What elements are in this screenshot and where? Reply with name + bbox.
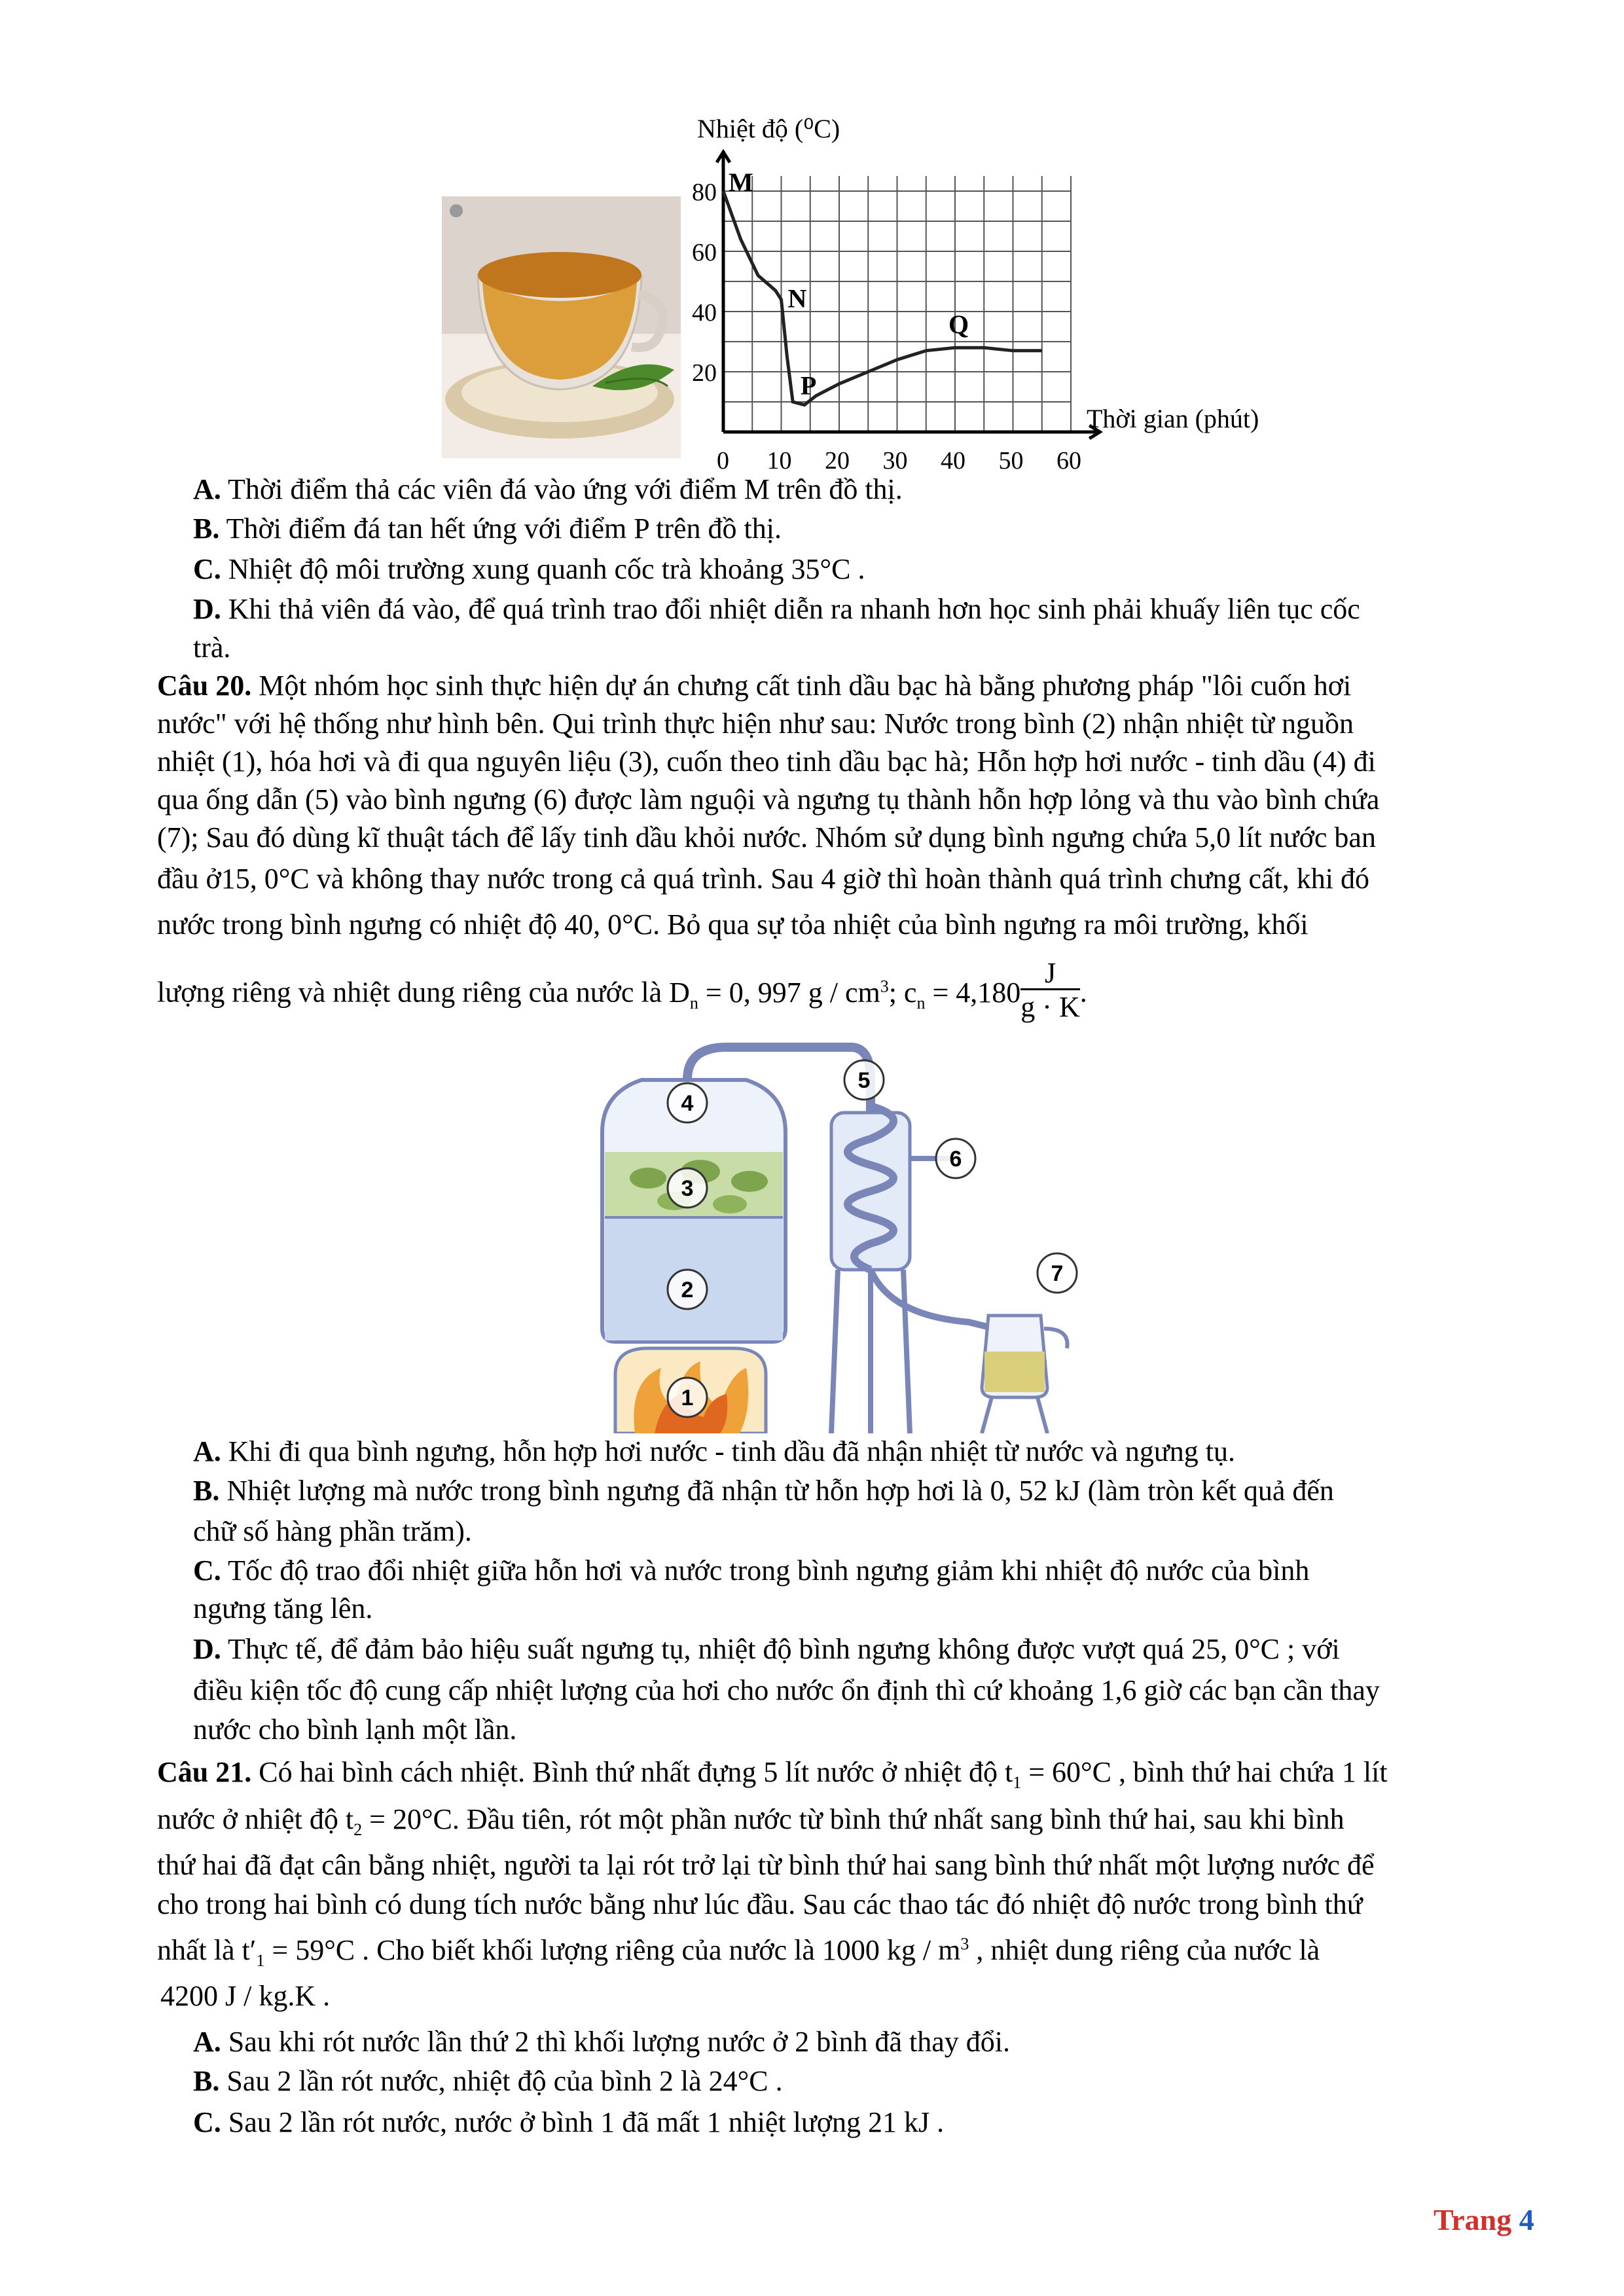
unit-fraction: $\frac{J}{g \cdot K}$ [1020, 957, 1080, 1023]
graph-y-axis-label: Nhiệt độ (⁰C) [697, 114, 840, 143]
point-label-N: N [787, 283, 807, 314]
q21-line-2: nước ở nhiệt độ $t_2 = 20^\circ C$. Đầu tiên, rót một phần nước từ bình thứ nhất sang bình thứ hai, sau khi bình [157, 1803, 1344, 1839]
point-label-M: M [729, 168, 753, 197]
x-tick-label: 60 [1056, 447, 1081, 475]
diagram-label-2: 2 [681, 1278, 694, 1302]
temperature-curve [723, 191, 1042, 405]
q21-option-c: C. Sau 2 lần rót nước, nước ở bình 1 đã mất 1 nhiệt lượng 21 kJ . [193, 2106, 945, 2138]
q20-line-6: đầu ở15, 0°C và không thay nước trong cả quá trình. Sau 4 giờ thì hoàn thành quá trình chưng cất, khi đó [157, 863, 1369, 895]
y-tick-label: 40 [692, 299, 717, 327]
graph-ticks [692, 179, 1081, 475]
q20-line-3: nhiệt (1), hóa hơi và đi qua nguyên liệu (3), cuốn theo tinh dầu bạc hà; Hỗn hợp hơi nước - tinh dầu (4) đi [157, 745, 1376, 778]
photo-close-icon [450, 204, 463, 217]
q19-option-d: D. Khi thả viên đá vào, để quá trình trao đổi nhiệt diễn ra nhanh hơn học sinh phải khuấy liên tục cốc [193, 593, 1360, 625]
temperature-time-graph [692, 114, 1259, 475]
q20-line-4: qua ống dẫn (5) vào bình ngưng (6) được làm nguội và ngưng tụ thành hỗn hợp lỏng và thu vào bình chứa [157, 783, 1380, 816]
graph-grid [723, 176, 1071, 432]
q20-option-b-cont: chữ số hàng phần trăm). [193, 1515, 472, 1547]
x-tick-label: 30 [882, 447, 908, 475]
page-number: Trang 4 [1434, 2203, 1534, 2236]
q21-line-5: nhất là $t'_1 = 59^\circ C$ . Cho biết khối lượng riêng của nước là 1000 kg / $m^3$ , nhiệt dung riêng của nước là [157, 1934, 1320, 1970]
q20-option-d-cont-1: điều kiện tốc độ cung cấp nhiệt lượng của hơi cho nước ổn định thì cứ khoảng 1,6 giờ các bạn cần thay [193, 1674, 1380, 1706]
q20-option-d-cont-2: nước cho bình lạnh một lần. [193, 1713, 517, 1746]
y-tick-label: 60 [692, 239, 717, 266]
q21-line-6: 4200 J / kg.K . [160, 1980, 331, 2012]
diagram-label-3: 3 [681, 1176, 694, 1201]
q19-option-c: C. Nhiệt độ môi trường xung quanh cốc trà khoảng 35°C . [193, 553, 865, 585]
q20-option-d: D. Thực tế, để đảm bảo hiệu suất ngưng tụ, nhiệt độ bình ngưng không được vượt quá 25, 0°C ; với [193, 1633, 1340, 1665]
diagram-label-7: 7 [1051, 1261, 1064, 1286]
q21-line-1: Câu 21. Có hai bình cách nhiệt. Bình thứ nhất đựng 5 lít nước ở nhiệt độ $t_1 = 60^\circ C$ , bình thứ hai chứa 1 lít [157, 1756, 1388, 1792]
tea-cup-photo [442, 196, 681, 458]
x-tick-label: 40 [941, 447, 965, 475]
point-label-P: P [800, 370, 817, 401]
diagram-label-1: 1 [681, 1386, 694, 1410]
q20-option-a: A. Khi đi qua bình ngưng, hỗn hợp hơi nước - tinh dầu đã nhận nhiệt từ nước và ngưng tụ. [193, 1435, 1235, 1467]
x-tick-label: 50 [998, 447, 1024, 475]
x-tick-label: 10 [767, 447, 792, 475]
q20-line-8: lượng riêng và nhiệt dung riêng của nước là $D_n = 0$, 997 g / $cm^3$; $c_n = 4,180$ $\frac{J}{g \cdot K}$ . [157, 957, 1087, 1023]
q21-line-4: cho trong hai bình có dung tích nước bằng như lúc đầu. Sau các thao tác đó nhiệt độ nước trong bình thứ [157, 1888, 1363, 1920]
diagram-label-5: 5 [857, 1068, 871, 1093]
graph-x-axis-label: Thời gian (phút) [1087, 404, 1259, 433]
q20-line-1: Câu 20. Một nhóm học sinh thực hiện dự án chưng cất tinh dầu bạc hà bằng phương pháp "lôi cuốn hơi [157, 670, 1352, 702]
q19-option-a: A. Thời điểm thả các viên đá vào ứng với điểm M trên đồ thị. [193, 473, 903, 505]
q19-option-b: B. Thời điểm đá tan hết ứng với điểm P trên đồ thị. [193, 512, 782, 545]
q20-option-b: B. Nhiệt lượng mà nước trong bình ngưng đã nhận từ hỗn hợp hơi là 0, 52 kJ (làm tròn kết quả đến [193, 1475, 1334, 1507]
point-label-Q: Q [948, 310, 969, 340]
y-tick-label: 80 [692, 179, 717, 206]
y-tick-label: 20 [692, 359, 717, 387]
tea-and-temperature-figure [442, 111, 1286, 478]
diagram-label-4: 4 [681, 1091, 694, 1116]
q21-option-b: B. Sau 2 lần rót nước, nhiệt độ của bình 2 là 24°C . [193, 2065, 783, 2097]
q19-option-d-cont: trà. [193, 632, 231, 664]
q20-option-c: C. Tốc độ trao đổi nhiệt giữa hỗn hơi và nước trong bình ngưng giảm khi nhiệt độ nước của bình [193, 1554, 1310, 1587]
x-tick-label: 20 [825, 447, 850, 475]
x-tick-label: 0 [717, 447, 729, 475]
graph-point-labels [729, 168, 969, 401]
q20-line-5: (7); Sau đó dùng kĩ thuật tách để lấy tinh dầu khỏi nước. Nhóm sử dụng bình ngưng chứa 5,0 lít nước ban [157, 821, 1376, 853]
q20-line-7: nước trong bình ngưng có nhiệt độ 40, 0°C. Bỏ qua sự tỏa nhiệt của bình ngưng ra môi trường, khối [157, 908, 1308, 941]
q20-line-2: nước" với hệ thống như hình bên. Qui trình thực hiện như sau: Nước trong bình (2) nhận nhiệt từ nguồn [157, 708, 1354, 740]
q21-option-a: A. Sau khi rót nước lần thứ 2 thì khối lượng nước ở 2 bình đã thay đổi. [193, 2026, 1011, 2058]
diagram-label-6: 6 [949, 1147, 962, 1172]
q20-option-c-cont: ngưng tăng lên. [193, 1592, 373, 1624]
q21-line-3: thứ hai đã đạt cân bằng nhiệt, người ta lại rót trở lại từ bình thứ hai sang bình thứ nhất một lượng nước để [157, 1849, 1375, 1881]
distillation-diagram [589, 1041, 1126, 1433]
collection-flask [982, 1316, 1068, 1433]
